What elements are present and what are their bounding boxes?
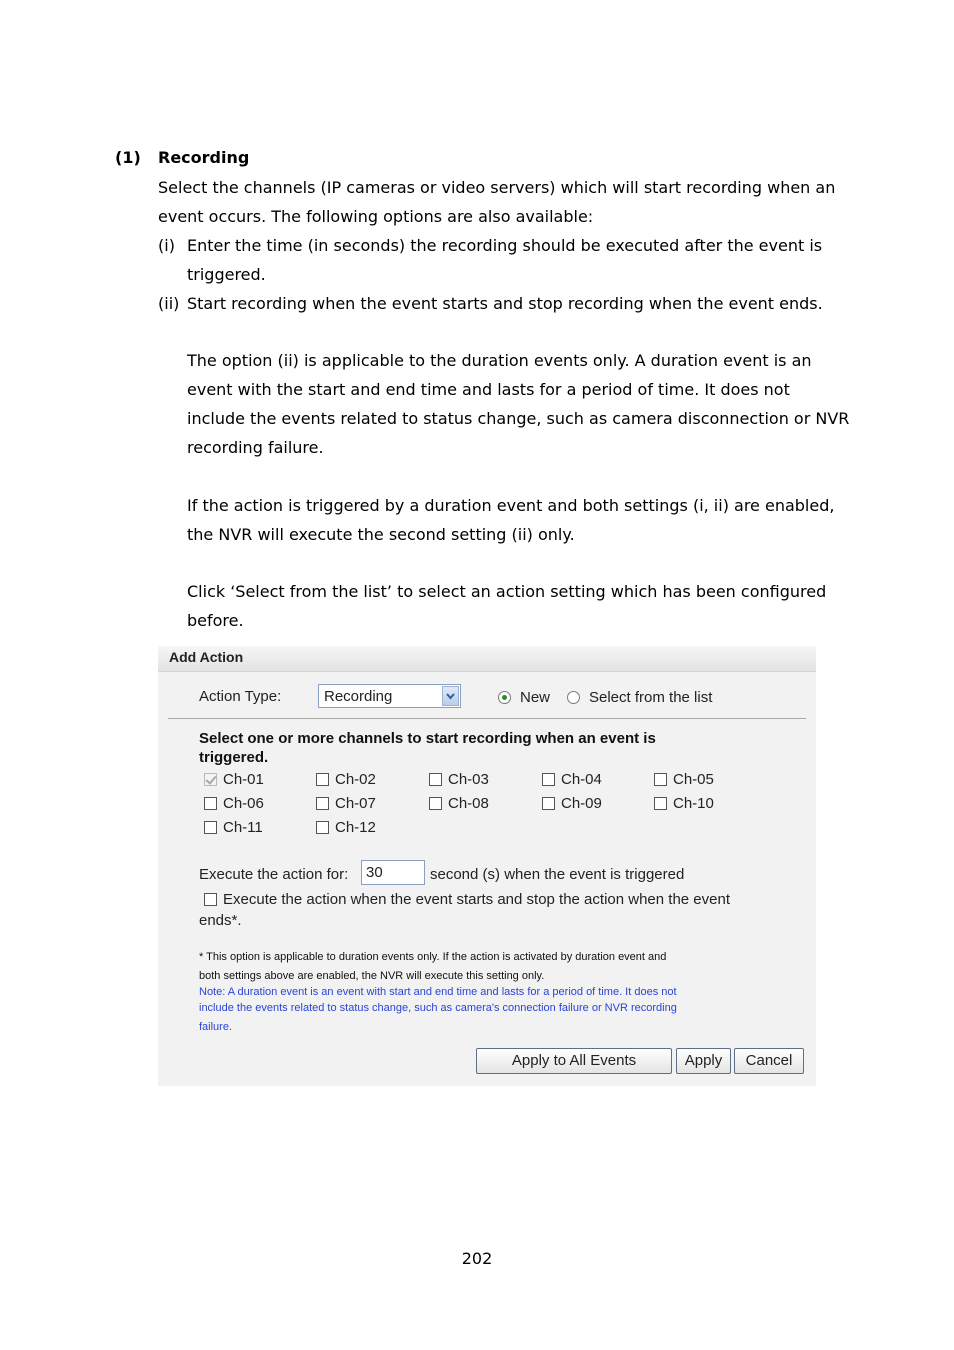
channel-label-08: Ch-08 bbox=[448, 795, 489, 812]
apply-button[interactable]: Apply bbox=[676, 1048, 731, 1074]
channel-checkbox-10[interactable] bbox=[654, 797, 667, 810]
channel-label-05: Ch-05 bbox=[673, 771, 714, 788]
channel-label-03: Ch-03 bbox=[448, 771, 489, 788]
duration-option-checkbox[interactable] bbox=[204, 893, 217, 906]
item-1-line-2: triggered. bbox=[187, 265, 266, 284]
note-3-line-1: Click ‘Select from the list’ to select an action setting which has been configured bbox=[187, 582, 827, 601]
note-1-line-4: recording failure. bbox=[187, 438, 324, 457]
item-1-marker: (i) bbox=[158, 236, 175, 255]
panel-title: Add Action bbox=[169, 649, 244, 665]
section-title: Recording bbox=[158, 148, 250, 167]
channels-heading-line-1: Select one or more channels to start recording when an event is bbox=[199, 730, 656, 747]
footnote-line-2: both settings above are enabled, the NVR will execute this setting only. bbox=[199, 970, 545, 982]
note-3-line-2: before. bbox=[187, 611, 244, 630]
action-type-value: Recording bbox=[324, 688, 393, 705]
channel-label-11: Ch-11 bbox=[223, 819, 263, 836]
channel-label-01: Ch-01 bbox=[223, 771, 264, 788]
channel-label-12: Ch-12 bbox=[335, 819, 376, 836]
channel-checkbox-12[interactable] bbox=[316, 821, 329, 834]
intro-line-2: event occurs. The following options are also available: bbox=[158, 207, 594, 226]
page-number: 202 bbox=[461, 1249, 493, 1268]
channel-checkbox-06[interactable] bbox=[204, 797, 217, 810]
channel-label-07: Ch-07 bbox=[335, 795, 376, 812]
duration-option-line-2: ends*. bbox=[199, 912, 242, 929]
note-1-line-1: The option (ii) is applicable to the duration events only. A duration event is an bbox=[187, 351, 812, 370]
channel-checkbox-01[interactable] bbox=[204, 773, 217, 786]
radio-select-from-list[interactable] bbox=[567, 691, 580, 704]
channel-checkbox-07[interactable] bbox=[316, 797, 329, 810]
apply-to-all-events-button[interactable]: Apply to All Events bbox=[476, 1048, 672, 1074]
execute-suffix: second (s) when the event is triggered bbox=[430, 866, 685, 883]
channel-checkbox-11[interactable] bbox=[204, 821, 217, 834]
channel-checkbox-02[interactable] bbox=[316, 773, 329, 786]
item-2-line-1: Start recording when the event starts and stop recording when the event ends. bbox=[187, 294, 823, 313]
channel-checkbox-09[interactable] bbox=[542, 797, 555, 810]
channel-label-02: Ch-02 bbox=[335, 771, 376, 788]
note-2-line-2: the NVR will execute the second setting (ii) only. bbox=[187, 525, 575, 544]
channel-checkbox-03[interactable] bbox=[429, 773, 442, 786]
channel-checkbox-08[interactable] bbox=[429, 797, 442, 810]
item-2-marker: (ii) bbox=[158, 294, 180, 313]
note-1-line-3: include the events related to status change, such as camera disconnection or NVR bbox=[187, 409, 850, 428]
bluenote-line-3: failure. bbox=[199, 1021, 233, 1033]
chevron-down-icon[interactable] bbox=[442, 686, 459, 706]
channel-label-06: Ch-06 bbox=[223, 795, 264, 812]
channel-checkbox-04[interactable] bbox=[542, 773, 555, 786]
channels-heading-line-2: triggered. bbox=[199, 749, 269, 766]
channel-label-09: Ch-09 bbox=[561, 795, 602, 812]
radio-new-label: New bbox=[520, 689, 551, 706]
action-type-label: Action Type: bbox=[199, 688, 282, 705]
channel-label-04: Ch-04 bbox=[561, 771, 602, 788]
item-1-line-1: Enter the time (in seconds) the recording should be executed after the event is bbox=[187, 236, 823, 255]
note-2-line-1: If the action is triggered by a duration event and both settings (i, ii) are enabled, bbox=[187, 496, 835, 515]
execute-label: Execute the action for: bbox=[199, 866, 349, 883]
separator bbox=[168, 718, 806, 719]
bluenote-line-2: include the events related to status change, such as camera's connection failure or NVR recording bbox=[199, 1002, 677, 1014]
cancel-button[interactable]: Cancel bbox=[734, 1048, 804, 1074]
add-action-panel bbox=[158, 646, 816, 1086]
panel-header bbox=[158, 646, 816, 672]
execute-seconds-input[interactable] bbox=[361, 860, 425, 885]
execute-seconds-value: 30 bbox=[366, 864, 383, 881]
action-type-select[interactable] bbox=[318, 684, 461, 708]
bluenote-line-1: Note: A duration event is an event with start and end time and lasts for a period of time. It does not bbox=[199, 986, 677, 998]
intro-line-1: Select the channels (IP cameras or video servers) which will start recording when an bbox=[158, 178, 836, 197]
radio-select-from-list-label: Select from the list bbox=[589, 689, 713, 706]
note-1-line-2: event with the start and end time and lasts for a period of time. It does not bbox=[187, 380, 790, 399]
radio-new[interactable] bbox=[498, 691, 511, 704]
section-number: (1) bbox=[115, 148, 141, 167]
channel-checkbox-05[interactable] bbox=[654, 773, 667, 786]
duration-option-line-1: Execute the action when the event starts and stop the action when the event bbox=[223, 891, 730, 908]
footnote-line-1: * This option is applicable to duration events only. If the action is activated by duration event and bbox=[199, 951, 667, 963]
channel-label-10: Ch-10 bbox=[673, 795, 714, 812]
